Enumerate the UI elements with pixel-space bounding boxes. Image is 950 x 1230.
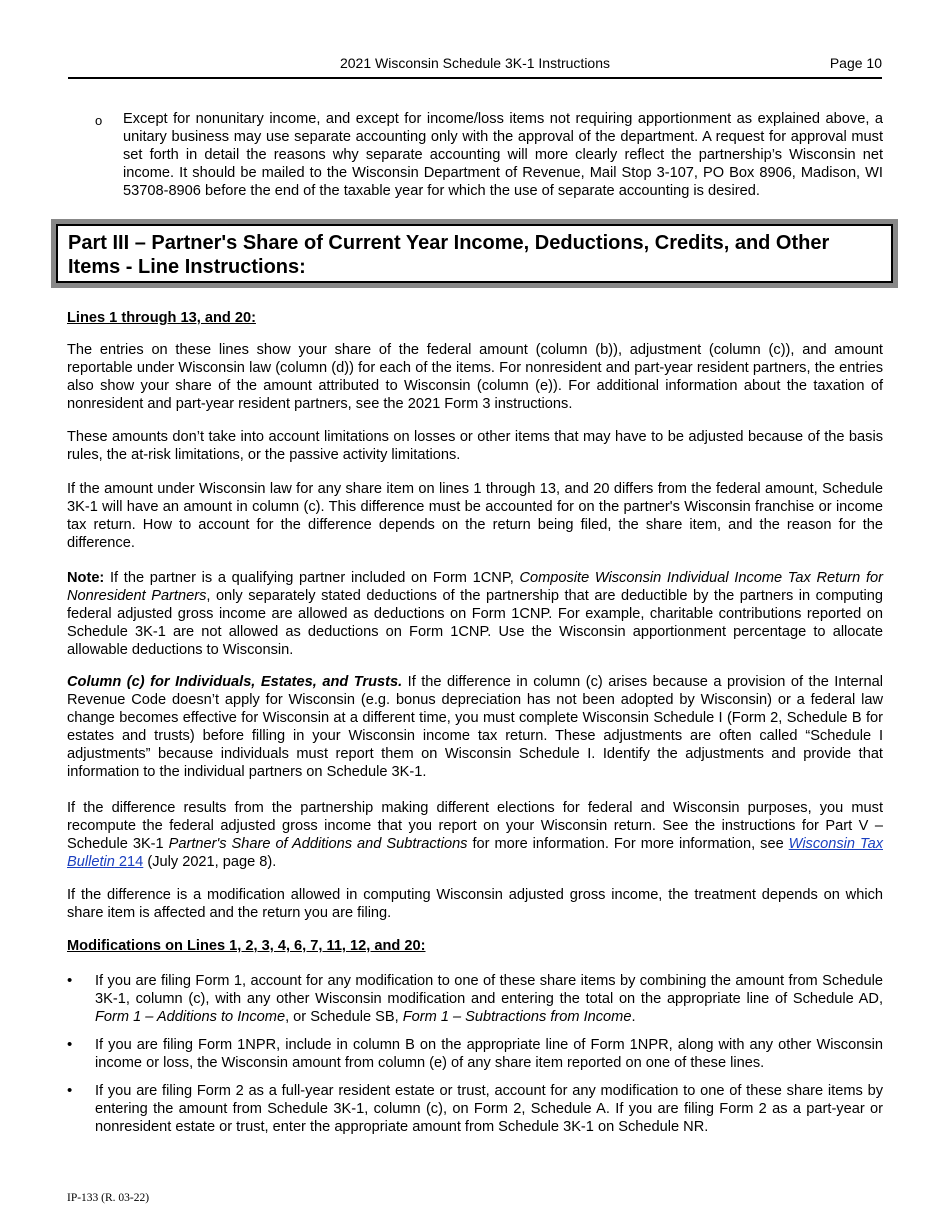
page-number: Page 10 bbox=[829, 55, 882, 71]
form-footer-code: IP-133 (R. 03-22) bbox=[67, 1192, 150, 1204]
circle-bullet-icon: o bbox=[95, 113, 103, 128]
paragraph-difference: If the amount under Wisconsin law for any share item on lines 1 through 13, and 20 differs from the federal amount, Schedule 3K-1 will have an amount in column (c). This difference must be accounted for on the partner's Wisconsin franchise or income tax return. How to account for the difference depends on the return being filed, the share item, and the reason for the difference. bbox=[67, 481, 883, 551]
paragraph-modification: If the difference is a modification allowed in computing Wisconsin adjusted gross income, the treatment depends on which share item is affected and the return you are filing. bbox=[67, 887, 883, 921]
part-heading: Part III – Partner's Share of Current Year Income, Deductions, Credits, and Other Items - Line Instructions: bbox=[56, 224, 893, 283]
separate-accounting-paragraph: Except for nonunitary income, and except for income/loss items not requiring apportionment as explained above, a unitary business may use separate accounting only with the approval of the department. A request for approval must set forth in detail the reasons why separate accounting will more clearly reflect the partnership’s Wisconsin net income. It should be mailed to the Wisconsin Department of Revenue, Mail Stop 3-107, PO Box 8906, Madison, WI 53708-8906 before the end of the taxable year for which the use of separate accounting is desired. bbox=[123, 111, 883, 199]
elections-text-3: (July 2021, page 8). bbox=[143, 854, 277, 870]
elections-part-title: Partner's Share of Additions and Subtractions bbox=[168, 836, 468, 852]
column-c-text: If the difference in column (c) arises because a provision of the Internal Revenue Code doesn’t apply for Wisconsin (e.g. bonus depreciation has not been adopted by Wisconsin) or a federal law change becomes effective for Wisconsin at a different time, you must complete Wisconsin Schedule I (Form 2, Schedule B for estates and trusts) before filling in your Wisconsin income tax return. These adjustments are often called “Schedule I adjustments” because individuals must report them on Wisconsin Schedule I. Identify the adjustments and provide that information to the individual partners on Schedule 3K-1. bbox=[67, 674, 883, 780]
note-text-2: , only separately stated deductions of the partnership that are deductible by the partners in computing federal adjusted gross income are allowed as deductions on Form 1CNP. For example, charitable contributions reported on Schedule 3K-1 are not allowed as deductions on Form 1CNP. Use the Wisconsin apportionment percentage to allocate allowable deductions to Wisconsin. bbox=[67, 588, 883, 658]
bullet-icon: • bbox=[67, 972, 73, 989]
tax-bulletin-link-title: Wisconsin Tax Bulletin bbox=[67, 836, 883, 870]
bullet-form-1npr: If you are filing Form 1NPR, include in column B on the appropriate line of Form 1NPR, along with any other Wisconsin income or loss, the Wisconsin amount from column (e) of any share item reported on one of these lines. bbox=[95, 1037, 883, 1071]
elections-text-1: If the difference results from the partnership making different elections for federal and Wisconsin purposes, you must recompute the federal adjusted gross income that you report on your Wisconsin return. See the instructions for Part V – Schedule 3K-1 bbox=[67, 800, 883, 852]
bullet-form-1 bbox=[95, 972, 883, 1026]
paragraph-limitations: These amounts don’t take into account limitations on losses or other items that may have to be adjusted because of the basis rules, the at-risk limitations, or the passive activity limitations. bbox=[67, 429, 883, 463]
schedule-sb-title: Form 1 – Subtractions from Income bbox=[402, 1009, 632, 1025]
elections-paragraph bbox=[67, 799, 883, 871]
bullet-icon: • bbox=[67, 1036, 73, 1053]
bullet-form-2: If you are filing Form 2 as a full-year resident estate or trust, account for any modification to one of these share items by entering the amount from Schedule 3K-1, column (c), on Form 2, Schedule A. If you are filing Form 2 as a part-year or nonresident estate or trust, enter the appropriate amount from Schedule 3K-1 on Schedule NR. bbox=[95, 1083, 883, 1135]
lines-heading: Lines 1 through 13, and 20: bbox=[67, 310, 256, 326]
column-c-label: Column (c) for Individuals, Estates, and Trusts. bbox=[67, 674, 403, 690]
column-c-paragraph bbox=[67, 673, 883, 781]
schedule-ad-title: Form 1 – Additions to Income bbox=[95, 1009, 286, 1025]
modifications-heading: Modifications on Lines 1, 2, 3, 4, 6, 7, 11, 12, and 20: bbox=[67, 938, 426, 954]
note-paragraph bbox=[67, 569, 883, 659]
paragraph-entries: The entries on these lines show your share of the federal amount (column (b)), adjustment (column (c)), and amount reportable under Wisconsin law (column (d)) for each of the items. For nonresident and part-year resident partners, the entries also show your share of the amount attributed to Wisconsin (column (e)). For additional information about the taxation of nonresident and part-year resident partners, see the 2021 Form 3 instructions. bbox=[67, 342, 883, 412]
elections-text-2: for more information. For more information, see bbox=[467, 836, 789, 852]
part-heading-box bbox=[51, 219, 898, 288]
note-label: Note: bbox=[67, 570, 105, 586]
tax-bulletin-link-number: 214 bbox=[114, 854, 144, 870]
note-form-title: Composite Wisconsin Individual Income Tax Return for Nonresident Partners bbox=[67, 570, 883, 604]
bullet-form-1-text-2: , or Schedule SB, bbox=[285, 1009, 403, 1025]
document-title: 2021 Wisconsin Schedule 3K-1 Instructions bbox=[339, 55, 611, 71]
page-header bbox=[68, 55, 882, 79]
bullet-form-1-text-1: If you are filing Form 1, account for any modification to one of these share items by combining the amount from Schedule 3K-1, column (c), with any other Wisconsin modification and entering the total on the appropriate line of Schedule AD, bbox=[95, 973, 883, 1007]
note-text-1: If the partner is a qualifying partner included on Form 1CNP, bbox=[104, 570, 520, 586]
bullet-icon: • bbox=[67, 1082, 73, 1099]
bullet-form-1-text-3: . bbox=[631, 1009, 636, 1025]
